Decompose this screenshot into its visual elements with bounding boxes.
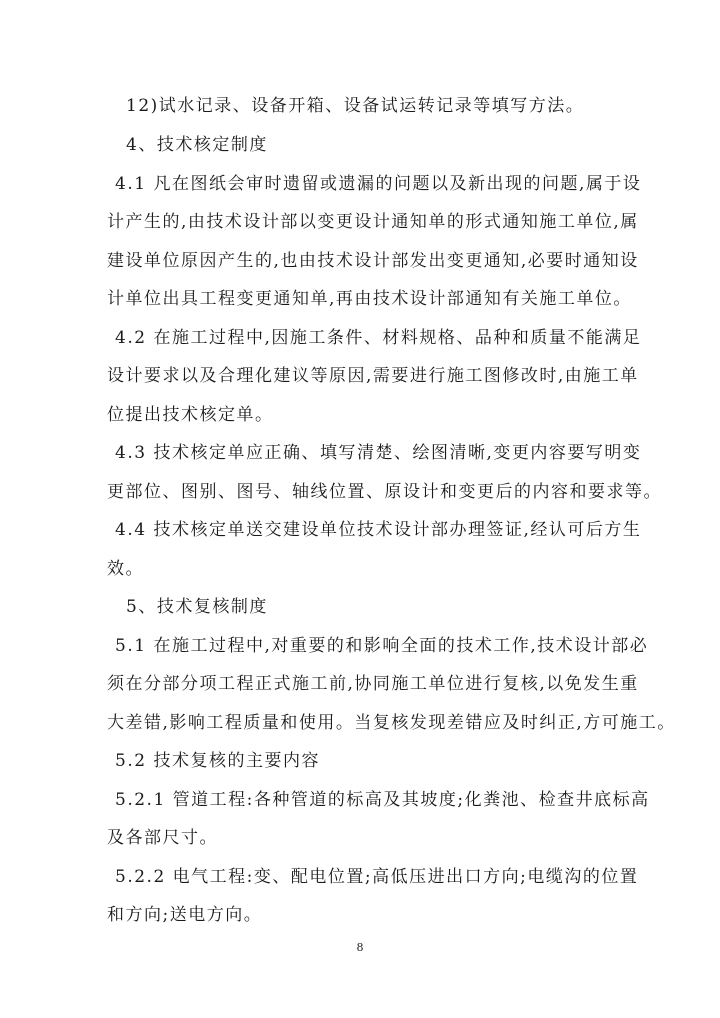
text-line: 更部位、图别、图号、轴线位置、原设计和变更后的内容和要求等。 bbox=[107, 482, 662, 502]
text-line: 大差错,影响工程质量和使用。当复核发现差错应及时纠正,方可施工。 bbox=[107, 713, 676, 733]
text-line: 12)试水记录、设备开箱、设备试运转记录等填写方法。 bbox=[126, 96, 585, 116]
text-line: 5.2.2 电气工程:变、配电位置;高低压进出口方向;电缆沟的位置 bbox=[115, 867, 639, 887]
page-number: 8 bbox=[356, 941, 364, 954]
text-line: 须在分部分项工程正式施工前,协同施工单位进行复核,以免发生重 bbox=[107, 674, 639, 694]
text-line: 计产生的,由技术设计部以变更设计通知单的形式通知施工单位,属 bbox=[107, 212, 639, 232]
text-line: 5.2.1 管道工程:各种管道的标高及其坡度;化粪池、检查井底标高 bbox=[115, 790, 650, 810]
text-line: 位提出技术核定单。 bbox=[107, 405, 274, 425]
text-line: 建设单位原因产生的,也由技术设计部发出变更通知,必要时通知设 bbox=[107, 251, 639, 271]
text-line: 计单位出具工程变更通知单,再由技术设计部通知有关施工单位。 bbox=[107, 289, 632, 309]
text-line: 4.3 技术核定单应正确、填写清楚、绘图清晰,变更内容要写明变 bbox=[115, 443, 642, 463]
section-heading: 5、技术复核制度 bbox=[126, 597, 268, 617]
section-heading: 4、技术核定制度 bbox=[126, 135, 268, 155]
text-line: 设计要求以及合理化建议等原因,需要进行施工图修改时,由施工单 bbox=[107, 366, 639, 386]
text-line: 及各部尺寸。 bbox=[107, 828, 218, 848]
text-line: 4.2 在施工过程中,因施工条件、材料规格、品种和质量不能满足 bbox=[115, 328, 642, 348]
text-line: 和方向;送电方向。 bbox=[107, 905, 263, 925]
text-line: 4.1 凡在图纸会审时遗留或遗漏的问题以及新出现的问题,属于设 bbox=[115, 174, 642, 194]
text-line: 5.2 技术复核的主要内容 bbox=[115, 751, 320, 771]
text-line: 4.4 技术核定单送交建设单位技术设计部办理签证,经认可后方生 bbox=[115, 520, 642, 540]
text-line: 效。 bbox=[107, 559, 144, 579]
text-line: 5.1 在施工过程中,对重要的和影响全面的技术工作,技术设计部必 bbox=[115, 636, 649, 656]
